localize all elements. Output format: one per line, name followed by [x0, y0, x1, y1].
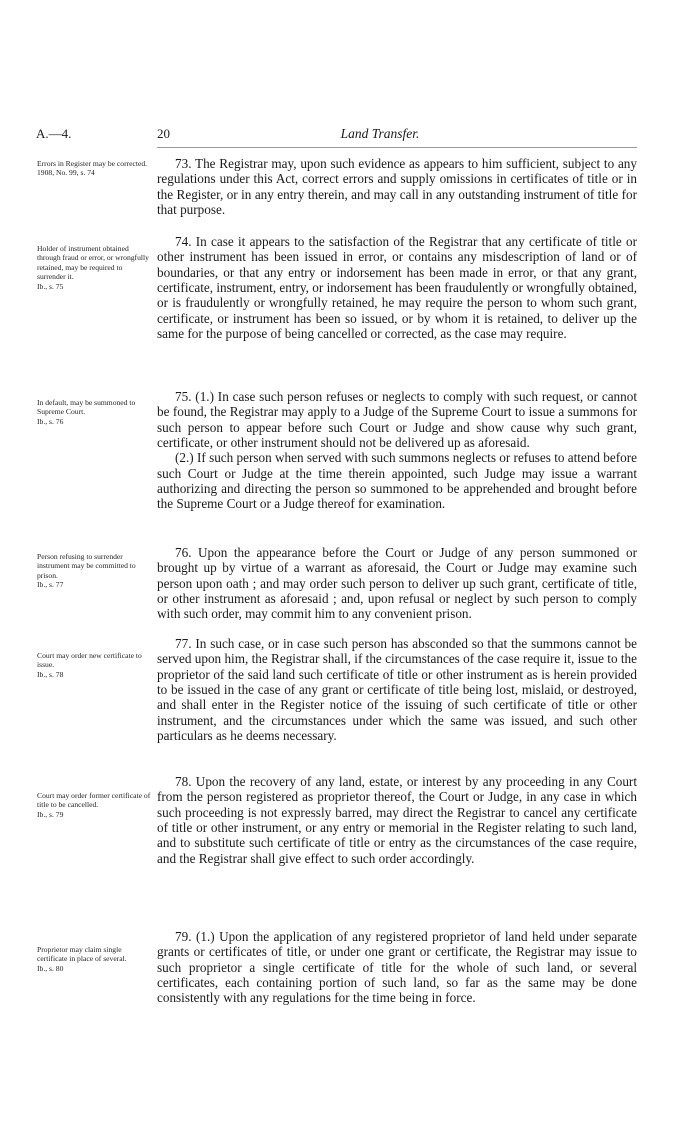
section-paragraph: 77. In such case, or in case such person has absconded so that the summons cannot be served upon him, the Registrar shall, if the circumstances of the case require it, issue to the proprietor of the said land such certificate of title or other instrument as is herein provided to be issued in the case of any grant or certificate of title being lost, mislaid, or destroyed, and shall enter in the Register notice of the issuing of such certificate of title or other instrument, and the circumstances under which the same was issued, and such other particulars as he deems necessary. [157, 636, 637, 744]
section-paragraph: 79. (1.) Upon the application of any registered proprietor of land held under separate grants or certificates of title, or under one grant or certificate, the Registrar may issue to such proprietor a single certificate of title for the whole of such land, or several certificates, each containing portion of such land, so far as the same may be done consistently with any regulations for the time being in force. [157, 929, 637, 1006]
margin-note-s75 [37, 398, 151, 426]
section-74 [157, 234, 637, 341]
document-reference: A.—4. [36, 126, 72, 141]
section-75 [157, 389, 637, 512]
section-paragraph: 74. In case it appears to the satisfaction of the Registrar that any certificate of title or other instrument has been issued in error, or contains any misdescription of land or of boundaries, or that any entry or indorsement has been made in error, or that any grant, certificate, instrument, entry, or indorsement has been fraudulently or wrongfully obtained, or is fraudulently or wrongfully retained, he may require the person to whom such grant, certificate, or instrument has been so issued, or by whom it is retained, to deliver up the same for the purpose of being cancelled or corrected, as the case may require. [157, 234, 637, 342]
margin-note-s73 [37, 159, 151, 178]
margin-note-s78 [37, 791, 151, 819]
running-title: Land Transfer. [340, 126, 420, 141]
margin-note-text: Proprietor may claim single certificate in place of several. [37, 945, 127, 964]
header-rule [157, 147, 637, 148]
page-number: 20 [157, 126, 170, 141]
page-header [0, 126, 700, 146]
section-paragraph: 78. Upon the recovery of any land, estate, or interest by any proceeding in any Court from the person registered as proprietor thereof, the Court or Judge, in any case in which such proceeding is not expressly barred, may direct the Registrar to cancel any certificate of title or other instrument, or any entry or memorial in the Register relating to such land, and to substitute such certificate of title or entry as the circumstances of the case require, and the Registrar shall give effect to such order accordingly. [157, 774, 637, 866]
margin-note-source: Ib., s. 76 [37, 416, 64, 426]
section-paragraph: 73. The Registrar may, upon such evidence as appears to him sufficient, subject to any regulations under this Act, correct errors and supply omissions in certificates of title or in the Register, or in any entry therein, and may call in any outstanding instrument of title for that purpose. [157, 156, 637, 218]
section-73 [157, 156, 637, 217]
margin-note-text: Errors in Register may be corrected. [37, 159, 148, 168]
section-paragraph: 76. Upon the appearance before the Court or Judge of any person summoned or brought up by virtue of a warrant as aforesaid, the Court or Judge may examine such person upon oath ; and may order such person to deliver up such grant, certificate of title, or other instrument as aforesaid ; and, upon refusal or neglect by such person to comply with such order, may commit him to any convenient prison. [157, 545, 637, 622]
section-76 [157, 545, 637, 622]
margin-note-s79 [37, 945, 151, 973]
margin-note-text: Holder of instrument obtained through fraud or error, or wrongfully retained, may be required to surrender it. [37, 244, 149, 282]
margin-note-s76 [37, 552, 151, 590]
margin-note-source: Ib., s. 79 [37, 809, 64, 819]
section-paragraph: (2.) If such person when served with such summons neglects or refuses to attend before such Court or Judge at the time therein appointed, such Judge may issue a warrant authorizing and directing the person so summoned to be apprehended and brought before the Supreme Court or a Judge thereof for examination. [157, 450, 637, 512]
margin-note-text: In default, may be summoned to Supreme Court. [37, 398, 136, 417]
margin-note-text: Person refusing to surrender instrument may be committed to prison. [37, 552, 136, 580]
margin-note-source: Ib., s. 77 [37, 580, 64, 590]
section-78 [157, 774, 637, 866]
section-paragraph: 75. (1.) In case such person refuses or neglects to comply with such request, or cannot be found, the Registrar may apply to a Judge of the Supreme Court to issue a summons for such person to appear before such Court or Judge and show cause why such grant, certificate, or other instrument should not be delivered up as aforesaid. [157, 389, 637, 451]
margin-note-source: Ib., s. 80 [37, 963, 64, 973]
margin-note-text: Court may order new certificate to issue. [37, 651, 142, 670]
margin-note-source: Ib., s. 75 [37, 281, 64, 291]
section-77 [157, 636, 637, 743]
section-79 [157, 929, 637, 1006]
margin-note-source: 1908, No. 99, s. 74 [37, 168, 95, 178]
margin-note-s77 [37, 651, 151, 679]
margin-note-text: Court may order former certificate of title to be cancelled. [37, 791, 151, 810]
margin-note-source: Ib., s. 78 [37, 669, 64, 679]
margin-note-s74 [37, 244, 151, 291]
